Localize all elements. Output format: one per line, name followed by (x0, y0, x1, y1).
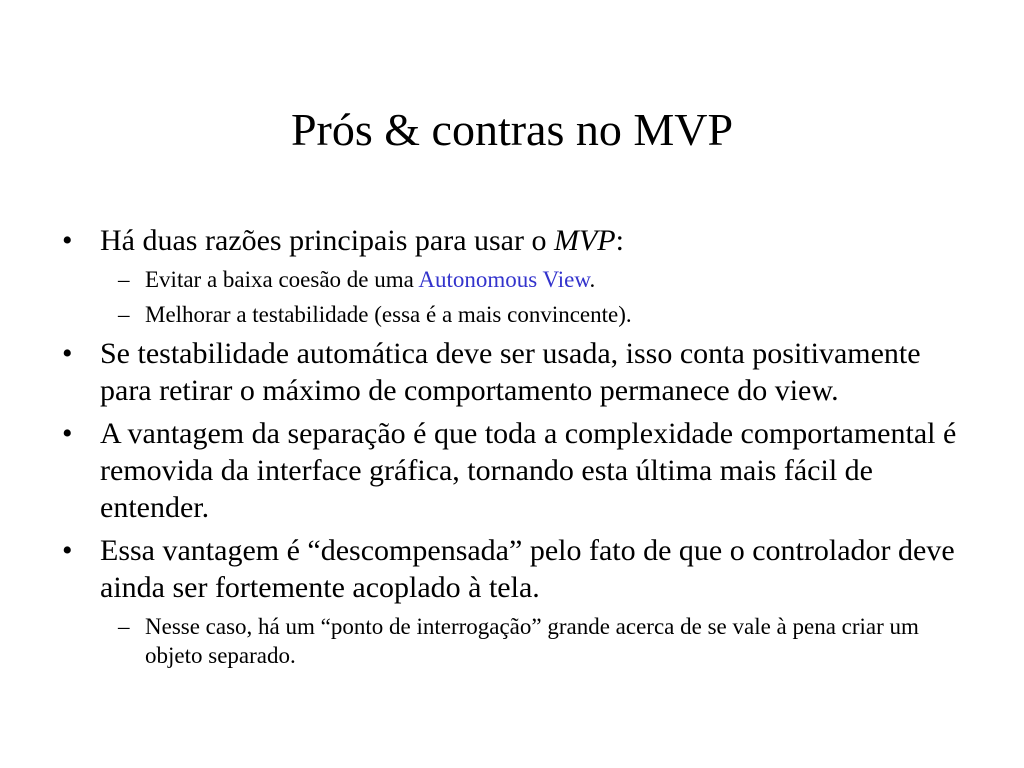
sub-text-part: . (589, 267, 596, 292)
sub-bullet-text (145, 265, 962, 294)
bullet-text: A vantagem da separação é que toda a complexidade comportamental é removida da interface gráfica, tornando esta última mais fácil de entender. (100, 417, 957, 524)
sub-bullet-text: Melhorar a testabilidade (essa é a mais convincente). (145, 302, 632, 327)
slide-title: Prós & contras no MVP (290, 104, 734, 155)
bullet-text-part: Há duas razões principais para usar o (100, 224, 554, 257)
bullet-list (62, 222, 962, 670)
dash-icon: – (118, 267, 130, 292)
bullet-text-part: : (615, 224, 624, 257)
bullet-icon: • (62, 337, 73, 370)
bullet-text: Essa vantagem é “descompensada” pelo fato de que o controlador deve ainda ser fortemente acoplado à tela. (100, 534, 955, 604)
sub-bullet-item (118, 612, 962, 670)
bullet-item (62, 415, 962, 526)
mvp-emphasis: MVP (553, 224, 616, 257)
sub-text-part: Evitar a baixa coesão de uma (145, 267, 419, 292)
dash-icon: – (118, 302, 130, 327)
bullet-item (62, 532, 962, 606)
bullet-item (62, 335, 962, 409)
bullet-text (100, 222, 962, 259)
bullet-item (62, 222, 962, 259)
bullet-text: Se testabilidade automática deve ser usada, isso conta positivamente para retirar o máximo de comportamento permanece do view. (100, 337, 921, 407)
bullet-icon: • (62, 417, 73, 450)
sub-bullet-text: Nesse caso, há um “ponto de interrogação” grande acerca de se vale à pena criar um objeto separado. (145, 614, 919, 668)
sub-bullet-item (118, 300, 962, 329)
dash-icon: – (118, 614, 130, 639)
bullet-icon: • (62, 534, 73, 567)
autonomous-view-link[interactable]: Autonomous View (418, 267, 590, 292)
sub-bullet-item (118, 265, 962, 294)
bullet-icon: • (62, 224, 73, 257)
